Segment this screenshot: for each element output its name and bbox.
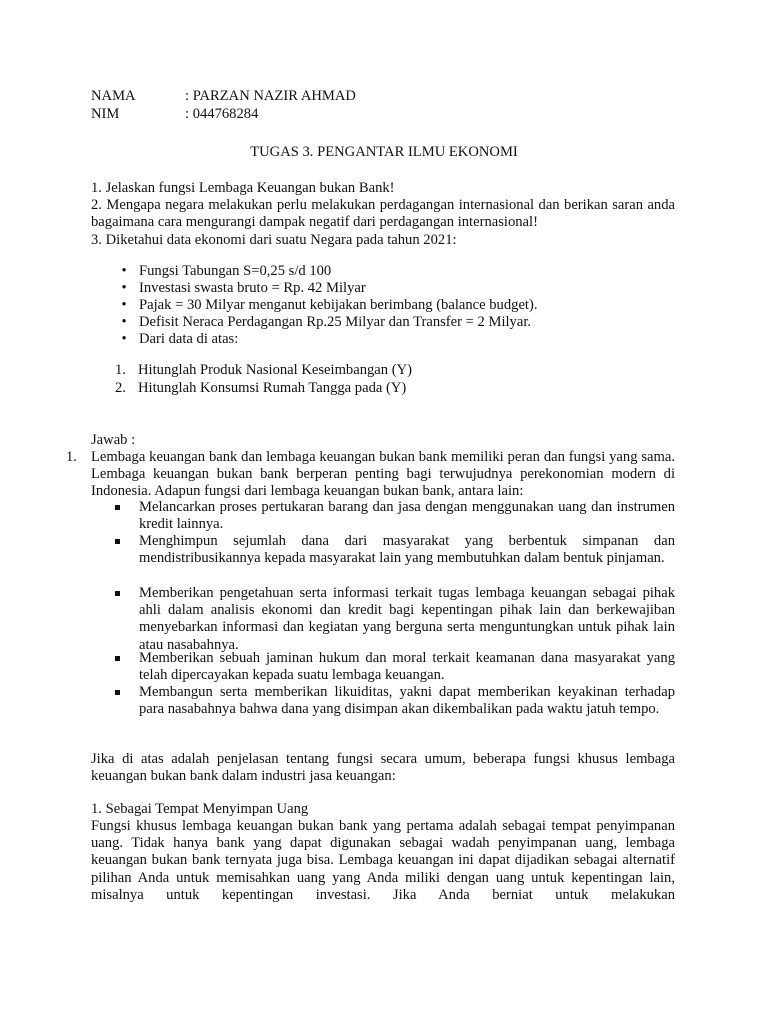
data-item-text: Defisit Neraca Perdagangan Rp.25 Milyar dan Transfer = 2 Milyar.	[139, 314, 532, 330]
answer-label: Jawab :	[91, 432, 136, 448]
bullet-icon: •	[121, 314, 127, 330]
data-item-text: Dari data di atas:	[139, 331, 239, 347]
bullet-icon: •	[121, 331, 127, 347]
bullet-icon: •	[121, 280, 127, 296]
name-label: NAMA	[91, 88, 136, 104]
name-value: : PARZAN NAZIR AHMAD	[185, 88, 356, 104]
sub-question-text: Hitunglah Produk Nasional Keseimbangan (Y)	[138, 362, 412, 378]
data-item-text: Fungsi Tabungan S=0,25 s/d 100	[139, 263, 332, 279]
data-item-text: Pajak = 30 Milyar menganut kebijakan berimbang (balance budget).	[139, 297, 538, 313]
data-item-text: Investasi swasta bruto = Rp. 42 Milyar	[139, 280, 366, 296]
square-bullet-icon	[115, 505, 120, 510]
document-title: TUGAS 3. PENGANTAR ILMU EKONOMI	[250, 144, 518, 160]
sub-question-text: Hitunglah Konsumsi Rumah Tangga pada (Y)	[138, 380, 407, 396]
bullet-icon: •	[121, 263, 127, 279]
function-text: Memberikan pengetahuan serta informasi terkait tugas lembaga keuangan sebagai pihak ahli dalam analisis ekonomi dan kredit bagi kepentingan pihak lain dan berkewajiban menyebarkan informasi dan kegiatan yang berguna serta menguntungkan untuk pihak lain atau nasabahnya.	[139, 585, 675, 653]
sub-question-number: 1.	[115, 362, 126, 378]
section-text: Fungsi khusus lembaga keuangan bukan bank yang pertama adalah sebagai tempat penyimpanan uang. Tidak hanya bank yang dapat digunakan sebagai wadah penyimpanan uang, lembaga keuangan bukan bank ternyata juga bisa. Lembaga keuangan ini dapat dijadikan sebagai alternatif pilihan Anda untuk memisahkan uang yang Anda miliki dengan uang untuk kepentingan lain, misalnya untuk kepentingan investasi. Jika Anda berniat untuk melakukan	[91, 818, 675, 903]
function-text: Membangun serta memberikan likuiditas, yakni dapat memberikan keyakinan terhadap para nasabahnya bahwa dana yang disimpan akan dikembalikan pada waktu jatuh tempo.	[139, 684, 675, 718]
nim-value: : 044768284	[185, 106, 259, 122]
sub-question-number: 2.	[115, 380, 126, 396]
function-text: Melancarkan proses pertukaran barang dan jasa dengan menggunakan uang dan instrumen kredit lainnya.	[139, 499, 675, 533]
question-3: 3. Diketahui data ekonomi dari suatu Negara pada tahun 2021:	[91, 232, 457, 248]
answer-intro: Lembaga keuangan bank dan lembaga keuangan bukan bank memiliki peran dan fungsi yang sama. Lembaga keuangan bukan bank berperan penting bagi terwujudnya perekonomian modern di Indonesia. Adapun fungsi dari lembaga keuangan bukan bank, antara lain:	[91, 449, 675, 500]
square-bullet-icon	[115, 656, 120, 661]
section-heading: 1. Sebagai Tempat Menyimpan Uang	[91, 801, 309, 817]
special-functions-intro: Jika di atas adalah penjelasan tentang fungsi secara umum, beberapa fungsi khusus lembaga keuangan bukan bank dalam industri jasa keuangan:	[91, 751, 675, 785]
function-text: Menghimpun sejumlah dana dari masyarakat yang berbentuk simpanan dan mendistribusikannya kepada masyarakat lain yang membutuhkan dalam bentuk pinjaman.	[139, 533, 675, 567]
bullet-icon: •	[121, 297, 127, 313]
answer-number: 1.	[66, 449, 77, 465]
function-text: Memberikan sebuah jaminan hukum dan moral terkait keamanan dana masyarakat yang telah dipercayakan kepada suatu lembaga keuangan.	[139, 650, 675, 684]
nim-label: NIM	[91, 106, 120, 122]
square-bullet-icon	[115, 591, 120, 596]
question-1: 1. Jelaskan fungsi Lembaga Keuangan bukan Bank!	[91, 180, 395, 196]
square-bullet-icon	[115, 690, 120, 695]
square-bullet-icon	[115, 539, 120, 544]
question-2: 2. Mengapa negara melakukan perlu melakukan perdagangan internasional dan berikan saran anda bagaimana cara mengurangi dampak negatif dari perdagangan internasional!	[91, 197, 675, 231]
